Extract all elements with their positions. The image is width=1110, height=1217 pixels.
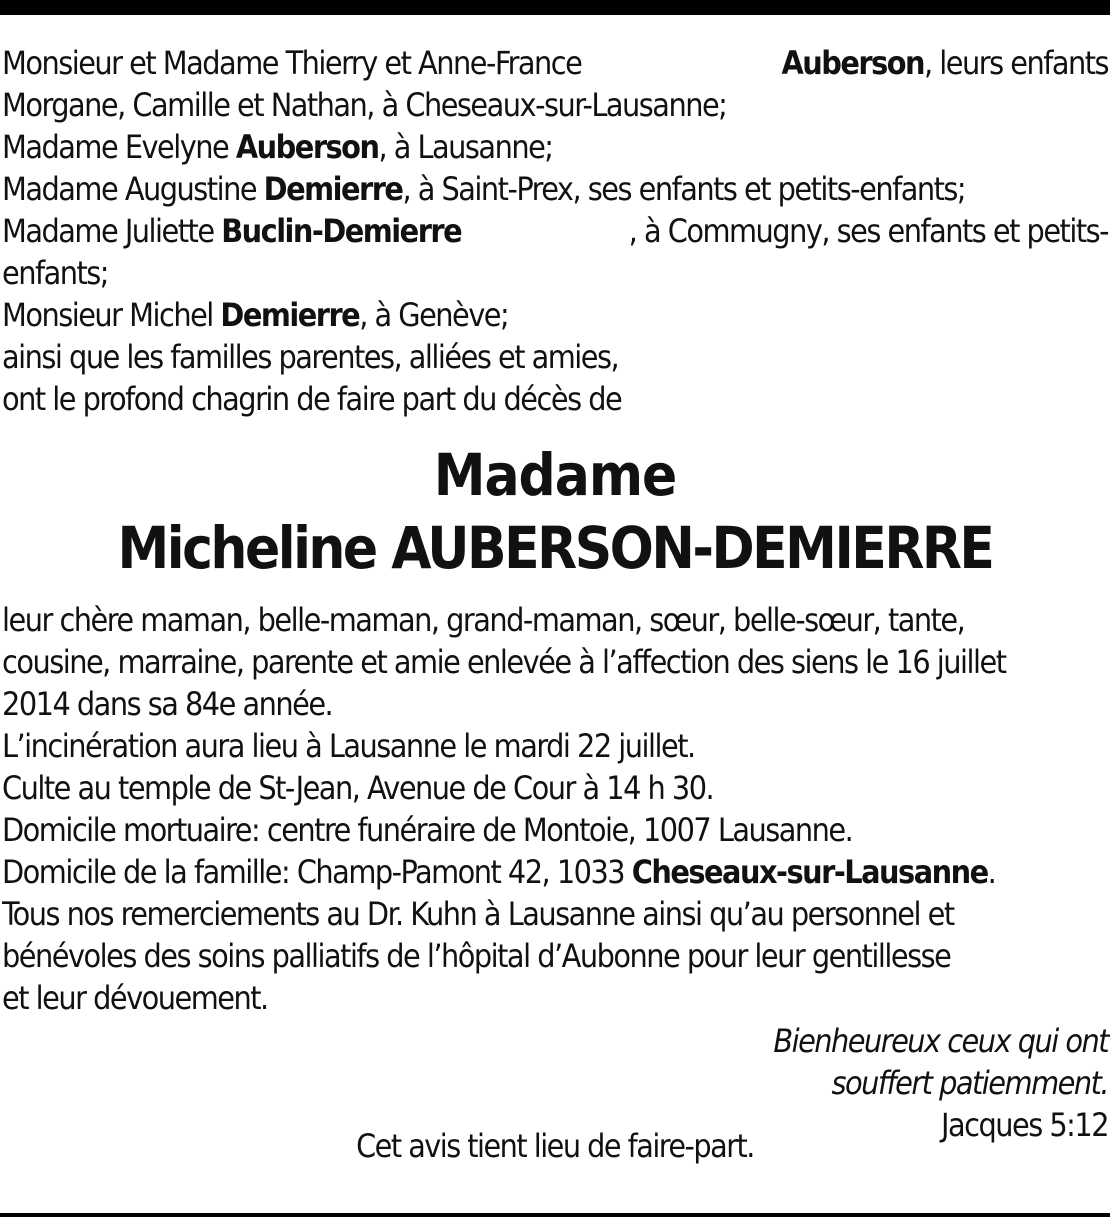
details-family-home	[2, 851, 1108, 893]
family-line-1	[2, 42, 1108, 84]
family-line-1-name: Auberson	[781, 44, 925, 82]
top-rule	[0, 0, 1110, 15]
family-line-7-name: Demierre	[220, 296, 360, 334]
family-line-3-pre: Madame Evelyne	[2, 128, 229, 166]
family-line-4-pre: Madame Augustine	[2, 170, 257, 208]
family-line-2	[2, 84, 1108, 126]
family-line-4-post: , à Saint-Prex, ses enfants et petits-enfants;	[402, 170, 966, 208]
closing-note: Cet avis tient lieu de faire-part.	[356, 1127, 754, 1165]
details-desc-2	[2, 641, 1108, 683]
family-line-5-pre: Madame Juliette	[2, 212, 214, 250]
details-thanks-3-text: et leur dévouement.	[2, 979, 268, 1017]
details-thanks-3	[2, 977, 1108, 1019]
details-desc-3	[2, 683, 1108, 725]
details-thanks-1	[2, 893, 1108, 935]
details-thanks-1-text: Tous nos remerciements au Dr. Kuhn à Lausanne ainsi qu’au personnel et	[2, 895, 954, 933]
announcement-details	[2, 599, 1108, 1019]
family-line-6-text: enfants;	[2, 254, 108, 292]
details-family-home-place: Cheseaux-sur-Lausanne	[631, 853, 988, 891]
bottom-rule	[0, 1213, 1110, 1217]
family-line-3-post: , à Lausanne;	[378, 128, 553, 166]
family-line-3-name: Auberson	[235, 128, 379, 166]
family-line-7-post: , à Genève;	[359, 296, 509, 334]
family-line-9-text: ont le profond chagrin de faire part du décès de	[2, 380, 622, 418]
family-line-7-pre: Monsieur Michel	[2, 296, 213, 334]
details-incineration-text: L’incinération aura lieu à Lausanne le mardi 22 juillet.	[2, 727, 695, 765]
deceased-name: Micheline AUBERSON-DEMIERRE	[117, 514, 993, 582]
details-mortuary-text: Domicile mortuaire: centre funéraire de Montoie, 1007 Lausanne.	[2, 811, 853, 849]
family-line-3	[2, 126, 1108, 168]
deceased-title: Madame	[433, 441, 677, 509]
details-family-home-post: .	[987, 853, 996, 891]
details-service-text: Culte au temple de St-Jean, Avenue de Cour à 14 h 30.	[2, 769, 714, 807]
family-line-1-pre: Monsieur et Madame Thierry et Anne-France	[2, 44, 582, 82]
details-desc-2-text: cousine, marraine, parente et amie enlevée à l’affection des siens le 16 juillet	[2, 643, 1006, 681]
family-line-4-name: Demierre	[263, 170, 403, 208]
details-thanks-2-text: bénévoles des soins palliatifs de l’hôpital d’Aubonne pour leur gentillesse	[2, 937, 951, 975]
family-line-7	[2, 294, 1108, 336]
verse-line-1: Bienheureux ceux qui ont	[773, 1022, 1108, 1060]
family-line-1-post: , leurs enfants	[924, 44, 1108, 82]
family-line-5-post: , à Commugny, ses enfants et petits-	[628, 212, 1108, 250]
details-desc-1-text: leur chère maman, belle-maman, grand-maman, sœur, belle-sœur, tante,	[2, 601, 965, 639]
details-mortuary	[2, 809, 1108, 851]
family-announcement	[2, 42, 1108, 420]
verse-line-2: souffert patiemment.	[831, 1064, 1108, 1102]
family-line-8	[2, 336, 1108, 378]
details-desc-3-text: 2014 dans sa 84e année.	[2, 685, 333, 723]
family-line-8-text: ainsi que les familles parentes, alliées et amies,	[2, 338, 619, 376]
details-thanks-2	[2, 935, 1108, 977]
family-line-6	[2, 252, 1108, 294]
family-line-5-name: Buclin-Demierre	[221, 212, 462, 250]
family-line-5	[2, 210, 1108, 252]
details-service	[2, 767, 1108, 809]
verse-reference: Jacques 5:12	[941, 1106, 1108, 1144]
details-family-home-pre: Domicile de la famille: Champ-Pamont 42, 1033	[2, 853, 625, 891]
family-line-4	[2, 168, 1108, 210]
family-line-9	[2, 378, 1108, 420]
details-incineration	[2, 725, 1108, 767]
family-line-2-text: Morgane, Camille et Nathan, à Cheseaux-sur-Lausanne;	[2, 86, 727, 124]
details-desc-1	[2, 599, 1108, 641]
